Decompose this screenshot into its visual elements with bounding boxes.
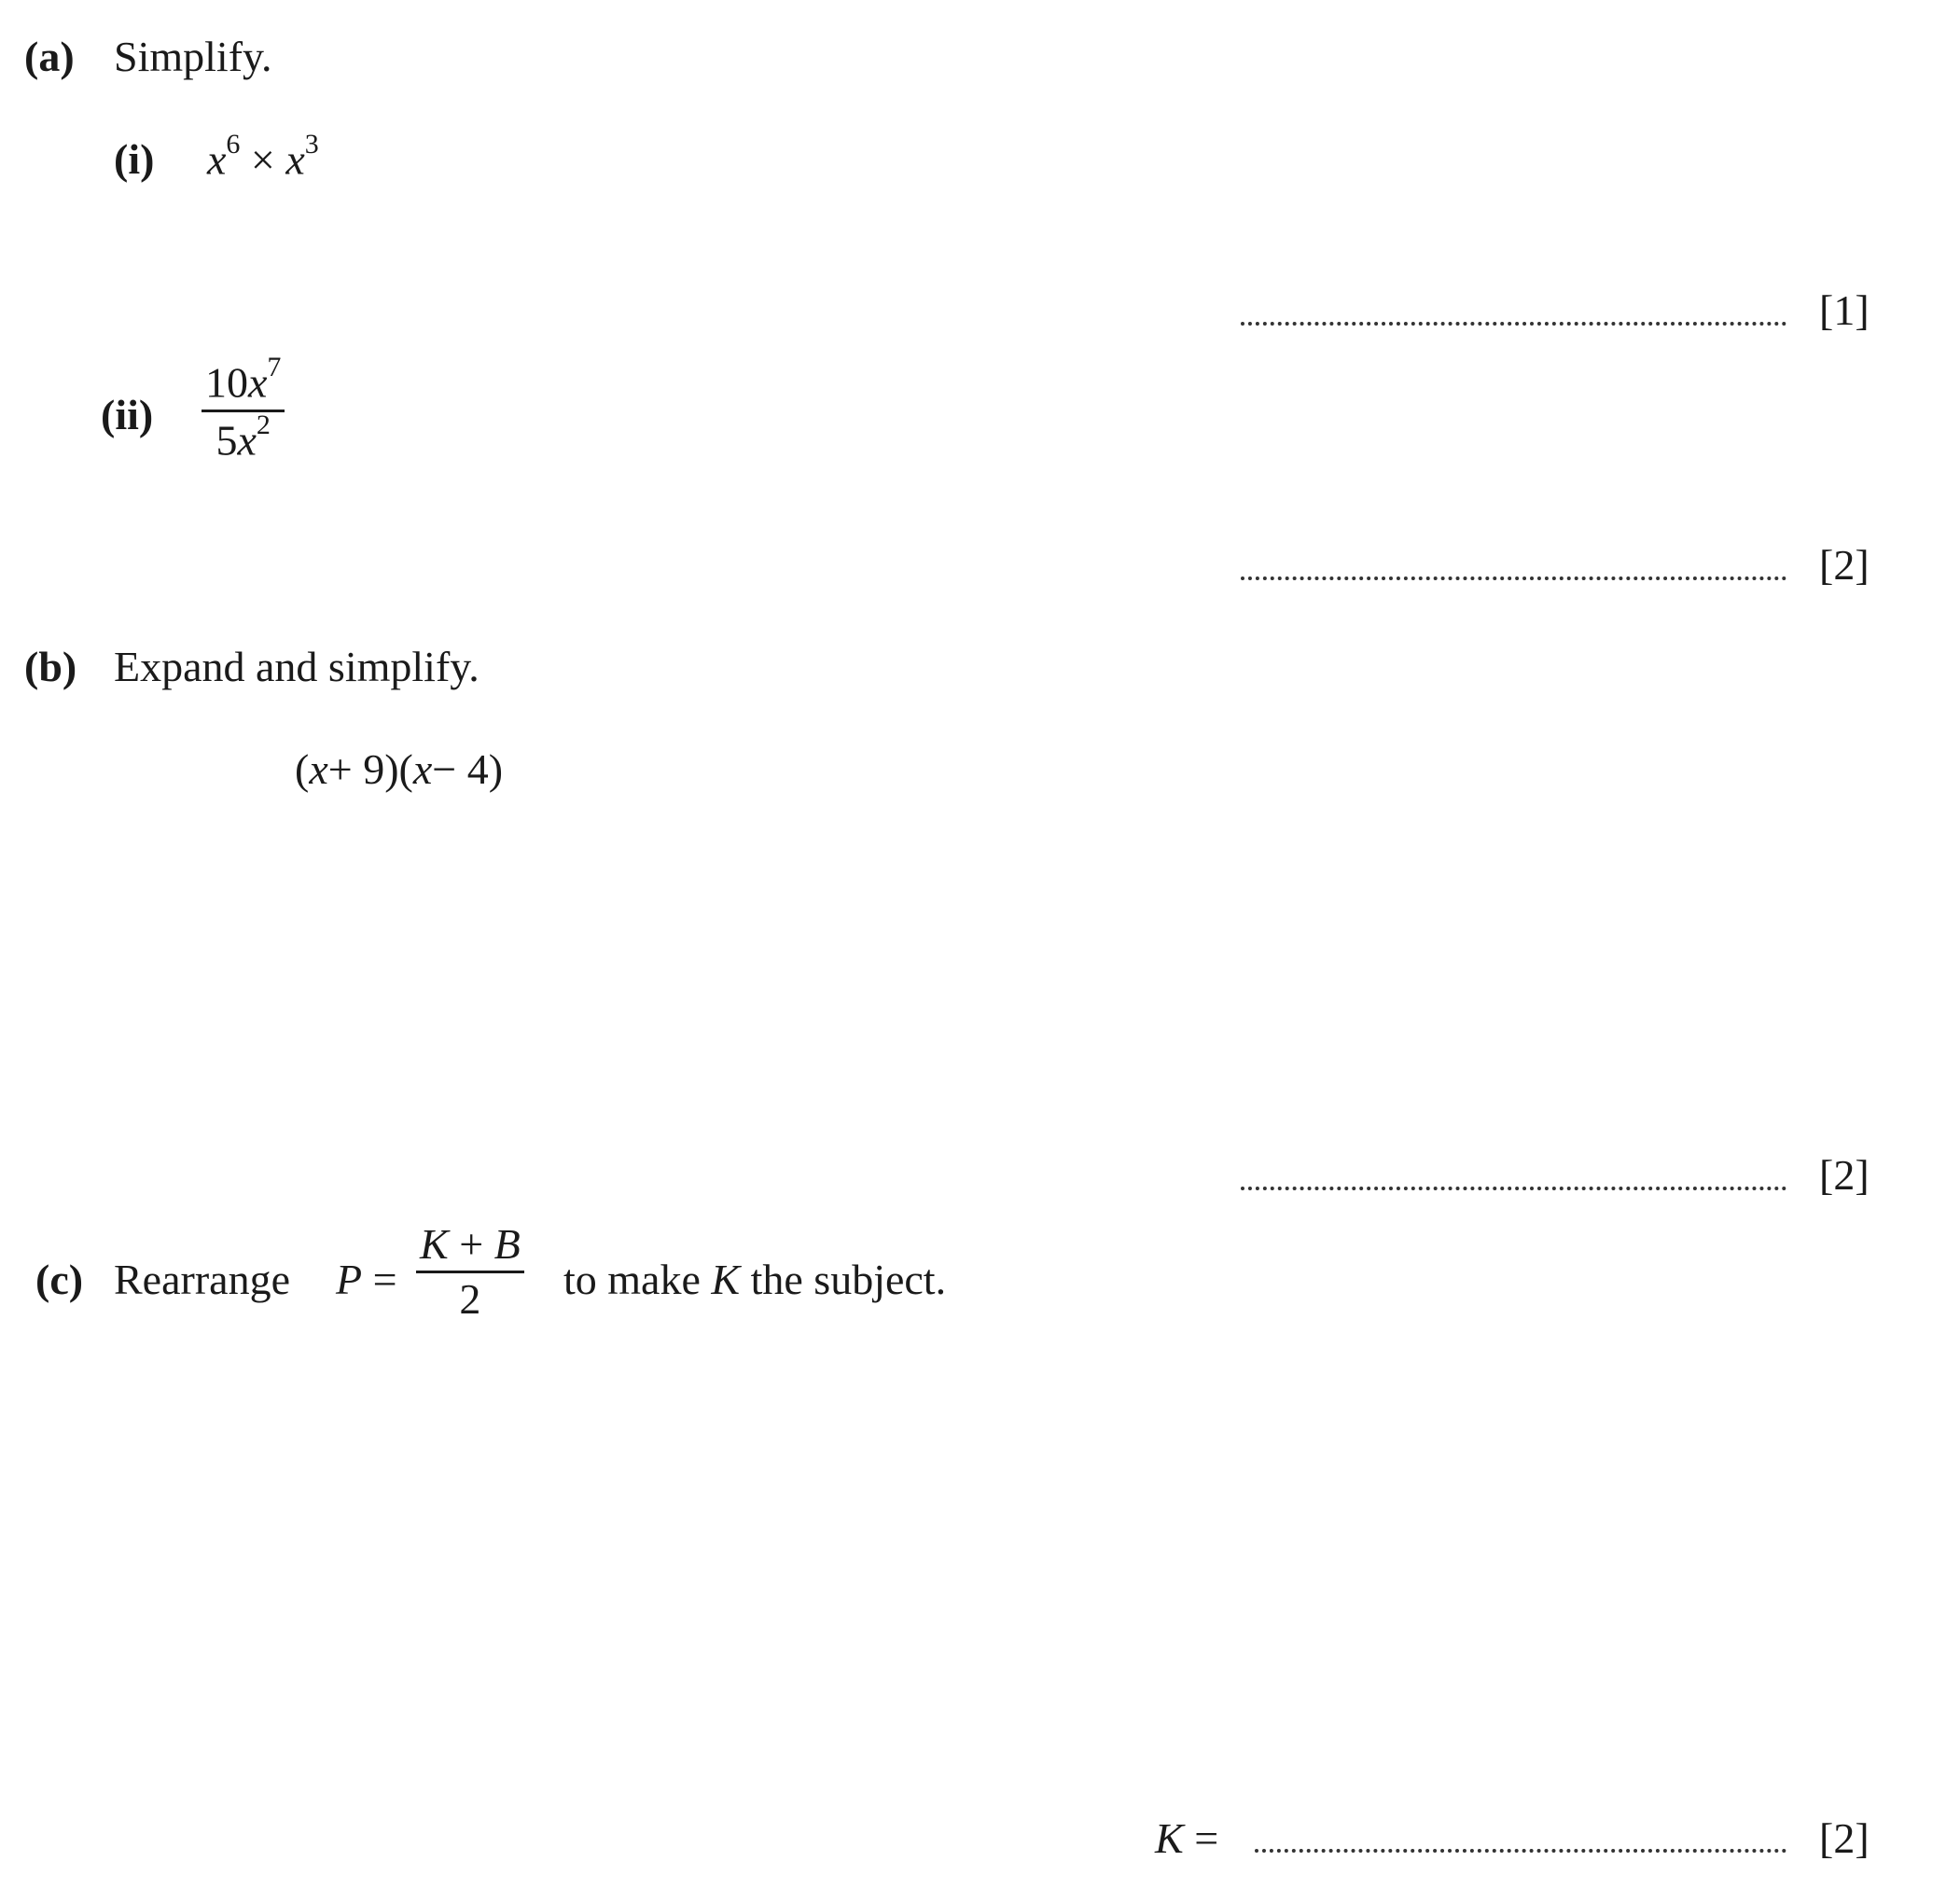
- var-b: B: [493, 1220, 521, 1268]
- part-b-instruction: Expand and simplify.: [114, 643, 480, 690]
- part-c-instruction-tail: [563, 1255, 946, 1304]
- to-make-text: to make: [563, 1256, 701, 1303]
- multiply-sign: ×: [250, 135, 275, 184]
- num-exponent: 7: [267, 352, 282, 382]
- denominator: 2: [459, 1275, 481, 1324]
- part-a-instruction: Simplify.: [114, 33, 272, 80]
- open-paren: (: [295, 745, 310, 793]
- num-coefficient: 10: [205, 358, 248, 407]
- mark-c: [2]: [1819, 1814, 1870, 1862]
- var-x: x: [309, 745, 328, 793]
- equals-sign: =: [372, 1256, 397, 1303]
- part-a-ii-label: (ii): [101, 391, 154, 438]
- exponent: 3: [304, 129, 319, 160]
- part-c-label: (c): [35, 1256, 84, 1303]
- part-a-i-expression: [207, 129, 319, 184]
- plus-nine: + 9): [327, 745, 399, 793]
- base-x: x: [207, 135, 227, 184]
- part-c-fraction: [416, 1222, 524, 1323]
- open-paren: (: [398, 745, 413, 793]
- mark-b: [2]: [1819, 1151, 1870, 1199]
- exponent: 6: [226, 129, 241, 160]
- var-k: K: [420, 1220, 449, 1268]
- den-coefficient: 5: [215, 415, 238, 464]
- part-b-expression: [295, 744, 503, 794]
- answer-line-c[interactable]: [1255, 1849, 1786, 1853]
- part-a-i-label: (i): [114, 135, 155, 183]
- minus-four: − 4): [432, 745, 504, 793]
- num-base: x: [248, 358, 268, 407]
- base-x: x: [285, 135, 305, 184]
- answer-line-a-i[interactable]: [1241, 322, 1786, 326]
- den-exponent: 2: [256, 409, 271, 440]
- part-b-label: (b): [24, 643, 77, 690]
- subject-var: K: [711, 1256, 741, 1303]
- var-x: x: [412, 745, 433, 793]
- part-c-lhs: [336, 1255, 397, 1304]
- var-k: K: [1155, 1814, 1184, 1862]
- answer-line-a-ii[interactable]: [1241, 576, 1786, 580]
- answer-line-b[interactable]: [1241, 1187, 1786, 1190]
- var-p: P: [336, 1256, 363, 1303]
- the-subject-text: the subject.: [750, 1256, 947, 1303]
- mark-a-i: [1]: [1819, 286, 1870, 334]
- equals-sign: =: [1194, 1814, 1219, 1862]
- part-c-rearrange: Rearrange: [114, 1256, 290, 1303]
- part-a-label: (a): [24, 33, 75, 80]
- fraction-bar: [416, 1271, 524, 1273]
- answer-prefix-c: [1155, 1813, 1218, 1863]
- mark-a-ii: [2]: [1819, 541, 1870, 589]
- den-base: x: [237, 415, 257, 464]
- plus-sign: +: [459, 1220, 484, 1268]
- part-a-ii-fraction: [202, 352, 285, 464]
- fraction-bar: [202, 410, 285, 412]
